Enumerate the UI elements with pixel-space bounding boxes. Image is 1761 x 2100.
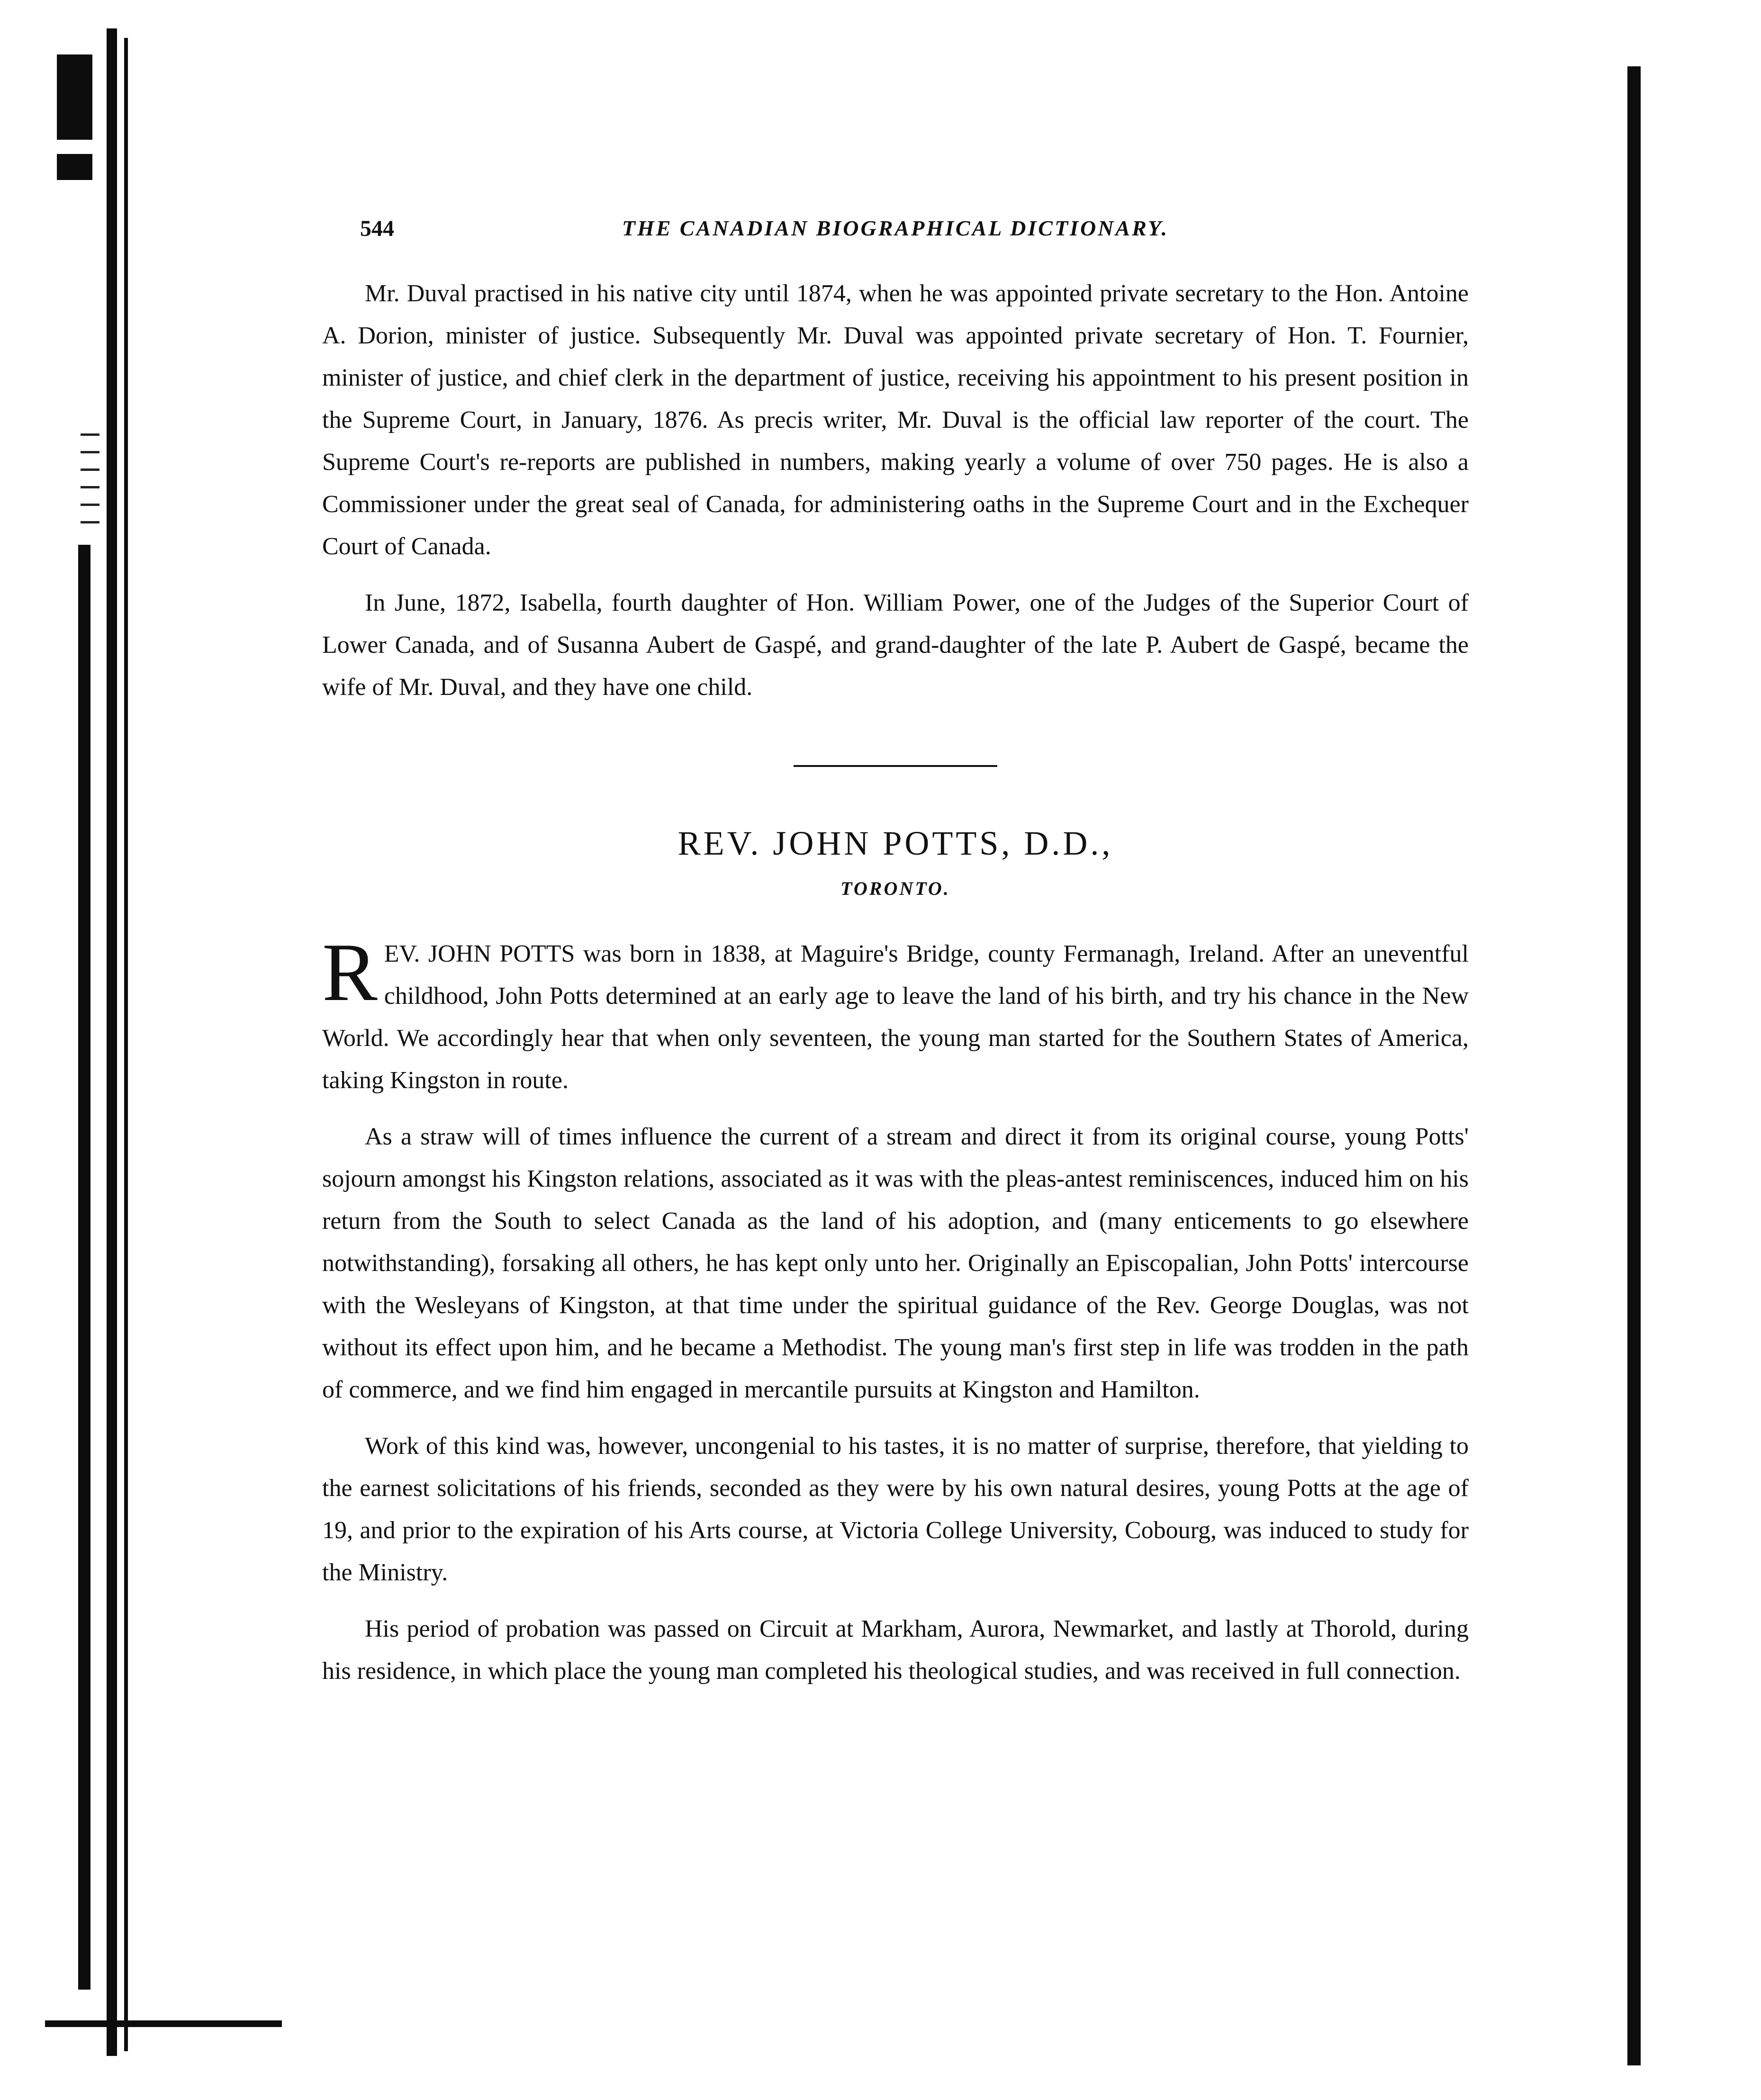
scan-edge-right xyxy=(1627,66,1641,2065)
potts-paragraph-4: His period of probation was passed on Circuit at Markham, Aurora, Newmarket, and lastly at Thorold, during his residence, in which place the young man completed his theological studies, and was received in full connection. xyxy=(322,1615,1469,1685)
duval-paragraph-1: Mr. Duval practised in his native city until 1874, when he was appointed private secretary to the Hon. Antoine A. Dorion, minister of justice. Subsequently Mr. Duval was appointed private secretary of Hon. T. Fournier, minister of justice, and chief clerk in the department of justice, receiving his appointment to his present position in the Supreme Court, in January, 1876. As precis writer, Mr. Duval is the official law reporter of the court. The Supreme Court's re-reports are published in numbers, making yearly a volume of over 750 pages. He is also a Commissioner under the great seal of Canada, for administering oaths in the Supreme Court and in the Exchequer Court of Canada. xyxy=(322,280,1469,560)
running-title: THE CANADIAN BIOGRAPHICAL DICTIONARY. xyxy=(622,216,1169,240)
page xyxy=(322,216,1469,1706)
page-number: 544 xyxy=(360,216,394,241)
margin-tick-marks xyxy=(81,433,99,539)
scan-edge-mid xyxy=(78,545,90,1990)
potts-paragraph-1-text: EV. JOHN POTTS was born in 1838, at Maguire's Bridge, county Fermanagh, Ireland. After an uneventful childhood, John Potts determined at an early age to leave the land of his birth, and try his chance in the New World. We accordingly hear that when only seventeen, the young man started for the Southern States of America, taking Kingston in route. xyxy=(322,940,1469,1094)
duval-paragraph-2: In June, 1872, Isabella, fourth daughter of Hon. William Power, one of the Judges of the Superior Court of Lower Canada, and of Susanna Aubert de Gaspé, and grand-daughter of the late P. Aubert de Gaspé, became the wife of Mr. Duval, and they have one child. xyxy=(322,589,1469,701)
entry-name: REV. JOHN POTTS, D.D., xyxy=(677,824,1113,862)
scan-edge-bottom xyxy=(45,2020,282,2027)
scan-block-mid xyxy=(57,154,92,180)
entry-place: TORONTO. xyxy=(840,878,950,899)
scan-edge-left xyxy=(107,28,117,2056)
running-head xyxy=(322,216,1469,253)
potts-paragraph-3: Work of this kind was, however, uncongenial to his tastes, it is no matter of surprise, therefore, that yielding to the earnest solicitations of his friends, seconded as they were by his own natural desires, young Potts at the age of 19, and prior to the expiration of his Arts course, at Victoria College University, Cobourg, was induced to study for the Ministry. xyxy=(322,1433,1469,1586)
section-divider xyxy=(794,765,997,767)
scan-block-top xyxy=(57,54,92,140)
potts-paragraph-2: As a straw will of times influence the current of a stream and direct it from its original course, young Potts' sojourn amongst his Kingston relations, associated as it was with the pleas-antest reminiscences, induced him on his return from the South to select Canada as the land of his adoption, and (many enticements to go elsewhere notwithstanding), forsaking all others, he has kept only unto her. Originally an Episcopalian, John Potts' intercourse with the Wesleyans of Kingston, at that time under the spiritual guidance of the Rev. George Douglas, was not without its effect upon him, and he became a Methodist. The young man's first step in life was trodden in the path of commerce, and we find him engaged in mercantile pursuits at Kingston and Hamilton. xyxy=(322,1123,1469,1403)
scan-edge-left-inner xyxy=(124,38,128,2051)
potts-paragraph-1 xyxy=(322,926,1469,1101)
drop-cap: R xyxy=(322,926,378,1018)
